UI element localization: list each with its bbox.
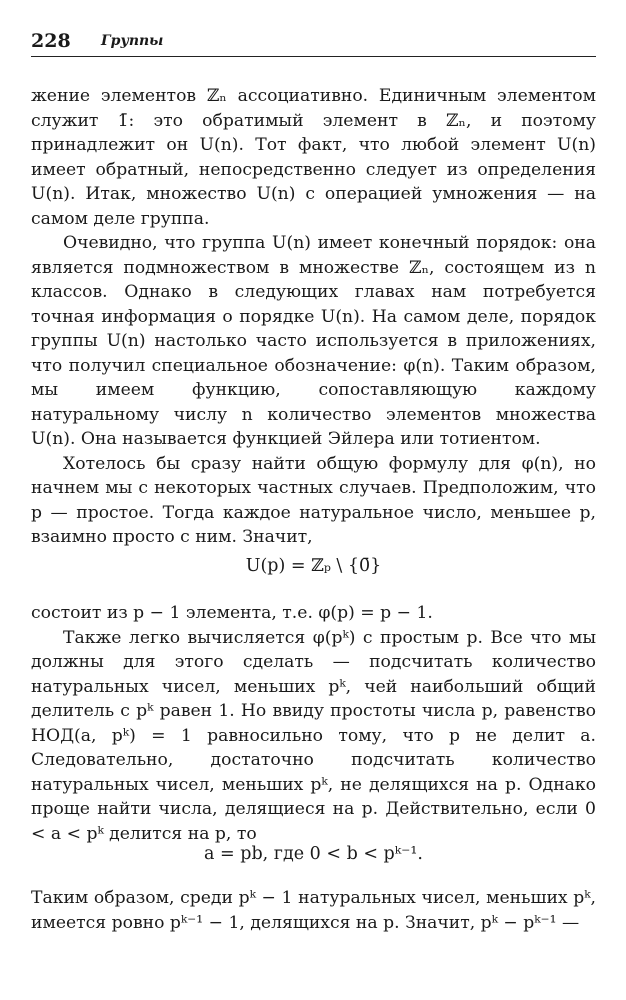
paragraph-4: состоит из p − 1 элемента, т.е. φ(p) = p − 1. bbox=[31, 603, 433, 623]
running-title: Группы bbox=[101, 33, 164, 49]
paragraph-6: Таким образом, среди pᵏ − 1 натуральных чисел, меньших pᵏ, имеется ровно pᵏ⁻¹ − 1, делящихся на p. Значит, pᵏ − pᵏ⁻¹ — bbox=[31, 888, 596, 933]
page-number: 228 bbox=[31, 30, 71, 52]
paragraph-3: Хотелось бы сразу найти общую формулу для φ(n), но начнем мы с некоторых частных случаев. Предположим, что p — простое. Тогда каждое натуральное число, меньшее p, взаимно просто с ним. Значит, bbox=[31, 453, 596, 547]
text-block-2 bbox=[31, 601, 596, 846]
formula-2: a = pb, где 0 < b < pᵏ⁻¹. bbox=[204, 844, 423, 864]
paragraph-1: жение элементов ℤₙ ассоциативно. Единичным элементом служит 1̄: это обратимый элемент в ℤₙ, и поэтому принадлежит он U(n). Тот факт, что любой элемент U(n) имеет обратный, непосредственно следует из определения U(n). Итак, множество U(n) с операцией умножения — на самом деле группа. bbox=[31, 86, 596, 229]
formula-1: U(p) = ℤₚ \ {0̄} bbox=[245, 556, 382, 576]
page-header bbox=[31, 30, 596, 57]
paragraph-5: Также легко вычисляется φ(pᵏ) с простым p. Все что мы должны для этого сделать — подсчитать количество натуральных чисел, меньших pᵏ, чей наибольший общий делитель с pᵏ равен 1. Но ввиду простоты числа p, равенство НОД(a, pᵏ) = 1 равносильно тому, что p не делит a. Следовательно, достаточно подсчитать количество натуральных чисел, меньших pᵏ, не делящихся на p. Однако проще найти числа, делящиеся на p. Действительно, если 0 < a < pᵏ делится на p, то bbox=[31, 627, 596, 844]
text-block-3 bbox=[31, 886, 596, 935]
text-block-1 bbox=[31, 84, 596, 550]
paragraph-2: Очевидно, что группа U(n) имеет конечный порядок: она является подмножеством в множестве ℤₙ, состоящем из n классов. Однако в следующих главах нам потребуется точная информация о порядке U(n). На самом деле, порядок группы U(n) настолько часто используется в приложениях, что получил специальное обозначение: φ(n). Таким образом, мы имеем функцию, сопоставляющую каждому натуральному числу n количество элементов множества U(n). Она называется функцией Эйлера или тотиентом. bbox=[31, 233, 596, 449]
